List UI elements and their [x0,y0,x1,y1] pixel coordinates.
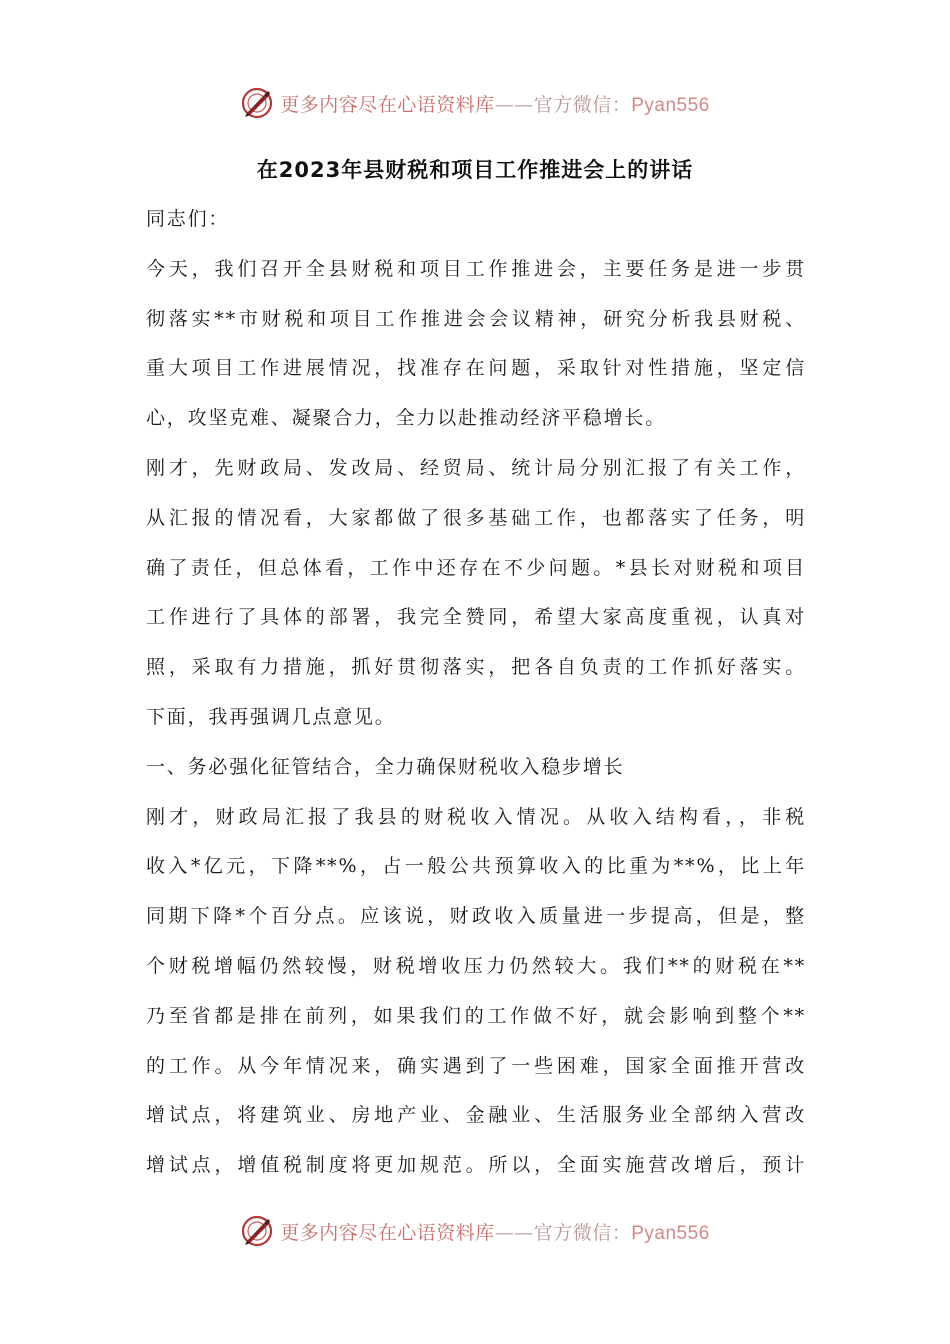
document-title: 在2023年县财税和项目工作推进会上的讲话 [256,158,694,182]
text-line: 照，采取有力措施，抓好贯彻落实，把各自负责的工作抓好落实。 [146,656,806,679]
body-paragraph [146,245,806,444]
banner-brand-text: 更多内容尽在心语资料库 [280,1221,495,1244]
text-line: 下面，我再强调几点意见。 [146,705,396,728]
body-paragraph [146,793,806,1191]
text-line: 同期下降*个百分点。应该说，财政收入质量进一步提高，但是，整 [146,905,806,928]
text-line: 同志们： [146,208,230,230]
banner-wechat-label: 官方微信： [533,93,632,116]
header-watermark-banner [0,83,950,123]
banner-wechat-id: Pyan556 [631,94,710,116]
text-line: 刚才，财政局汇报了我县的财税收入情况。从收入结构看，，非税 [146,805,806,828]
text-line: 工作进行了具体的部署，我完全赞同，希望大家高度重视，认真对 [146,606,806,629]
banner-brand-text: 更多内容尽在心语资料库 [280,93,495,116]
salutation-paragraph [146,195,806,245]
section-heading [146,743,806,793]
footer-watermark-banner [0,1211,950,1251]
banner-wechat-id: Pyan556 [631,1222,710,1244]
text-line: 从汇报的情况看，大家都做了很多基础工作，也都落实了任务，明 [146,506,806,529]
banner-wechat-label: 官方微信： [533,1221,632,1244]
text-line: 确了责任，但总体看，工作中还存在不少问题。*县长对财税和项目 [146,556,806,579]
text-line: 的工作。从今年情况来，确实遇到了一些困难，国家全面推开营改 [146,1054,806,1077]
banner-separator: —— [494,93,534,116]
text-line: 一、务必强化征管结合，全力确保财税收入稳步增长 [146,755,625,778]
pen-logo-icon [240,86,274,120]
text-line: 个财税增幅仍然较慢，财税增收压力仍然较大。我们**的财税在** [146,954,806,977]
text-line: 收入*亿元，下降**%，占一般公共预算收入的比重为**%，比上年 [146,855,806,878]
text-line: 增试点，将建筑业、房地产业、金融业、生活服务业全部纳入营改 [146,1104,806,1127]
text-line: 刚才，先财政局、发改局、经贸局、统计局分别汇报了有关工作， [146,456,806,479]
document-body [146,195,806,1191]
text-line: 增试点，增值税制度将更加规范。所以，全面实施营改增后，预计 [146,1154,806,1177]
text-line: 彻落实**市财税和项目工作推进会会议精神，研究分析我县财税、 [146,307,806,330]
text-line: 重大项目工作进展情况，找准存在问题，采取针对性措施，坚定信 [146,357,806,380]
body-paragraph [146,444,806,743]
pen-logo-icon [240,1214,274,1248]
text-line: 今天，我们召开全县财税和项目工作推进会，主要任务是进一步贯 [146,257,806,280]
text-line: 乃至省都是排在前列，如果我们的工作做不好，就会影响到整个** [146,1004,806,1027]
banner-separator: —— [494,1221,534,1244]
text-line: 心，攻坚克难、凝聚合力，全力以赴推动经济平稳增长。 [146,407,667,430]
